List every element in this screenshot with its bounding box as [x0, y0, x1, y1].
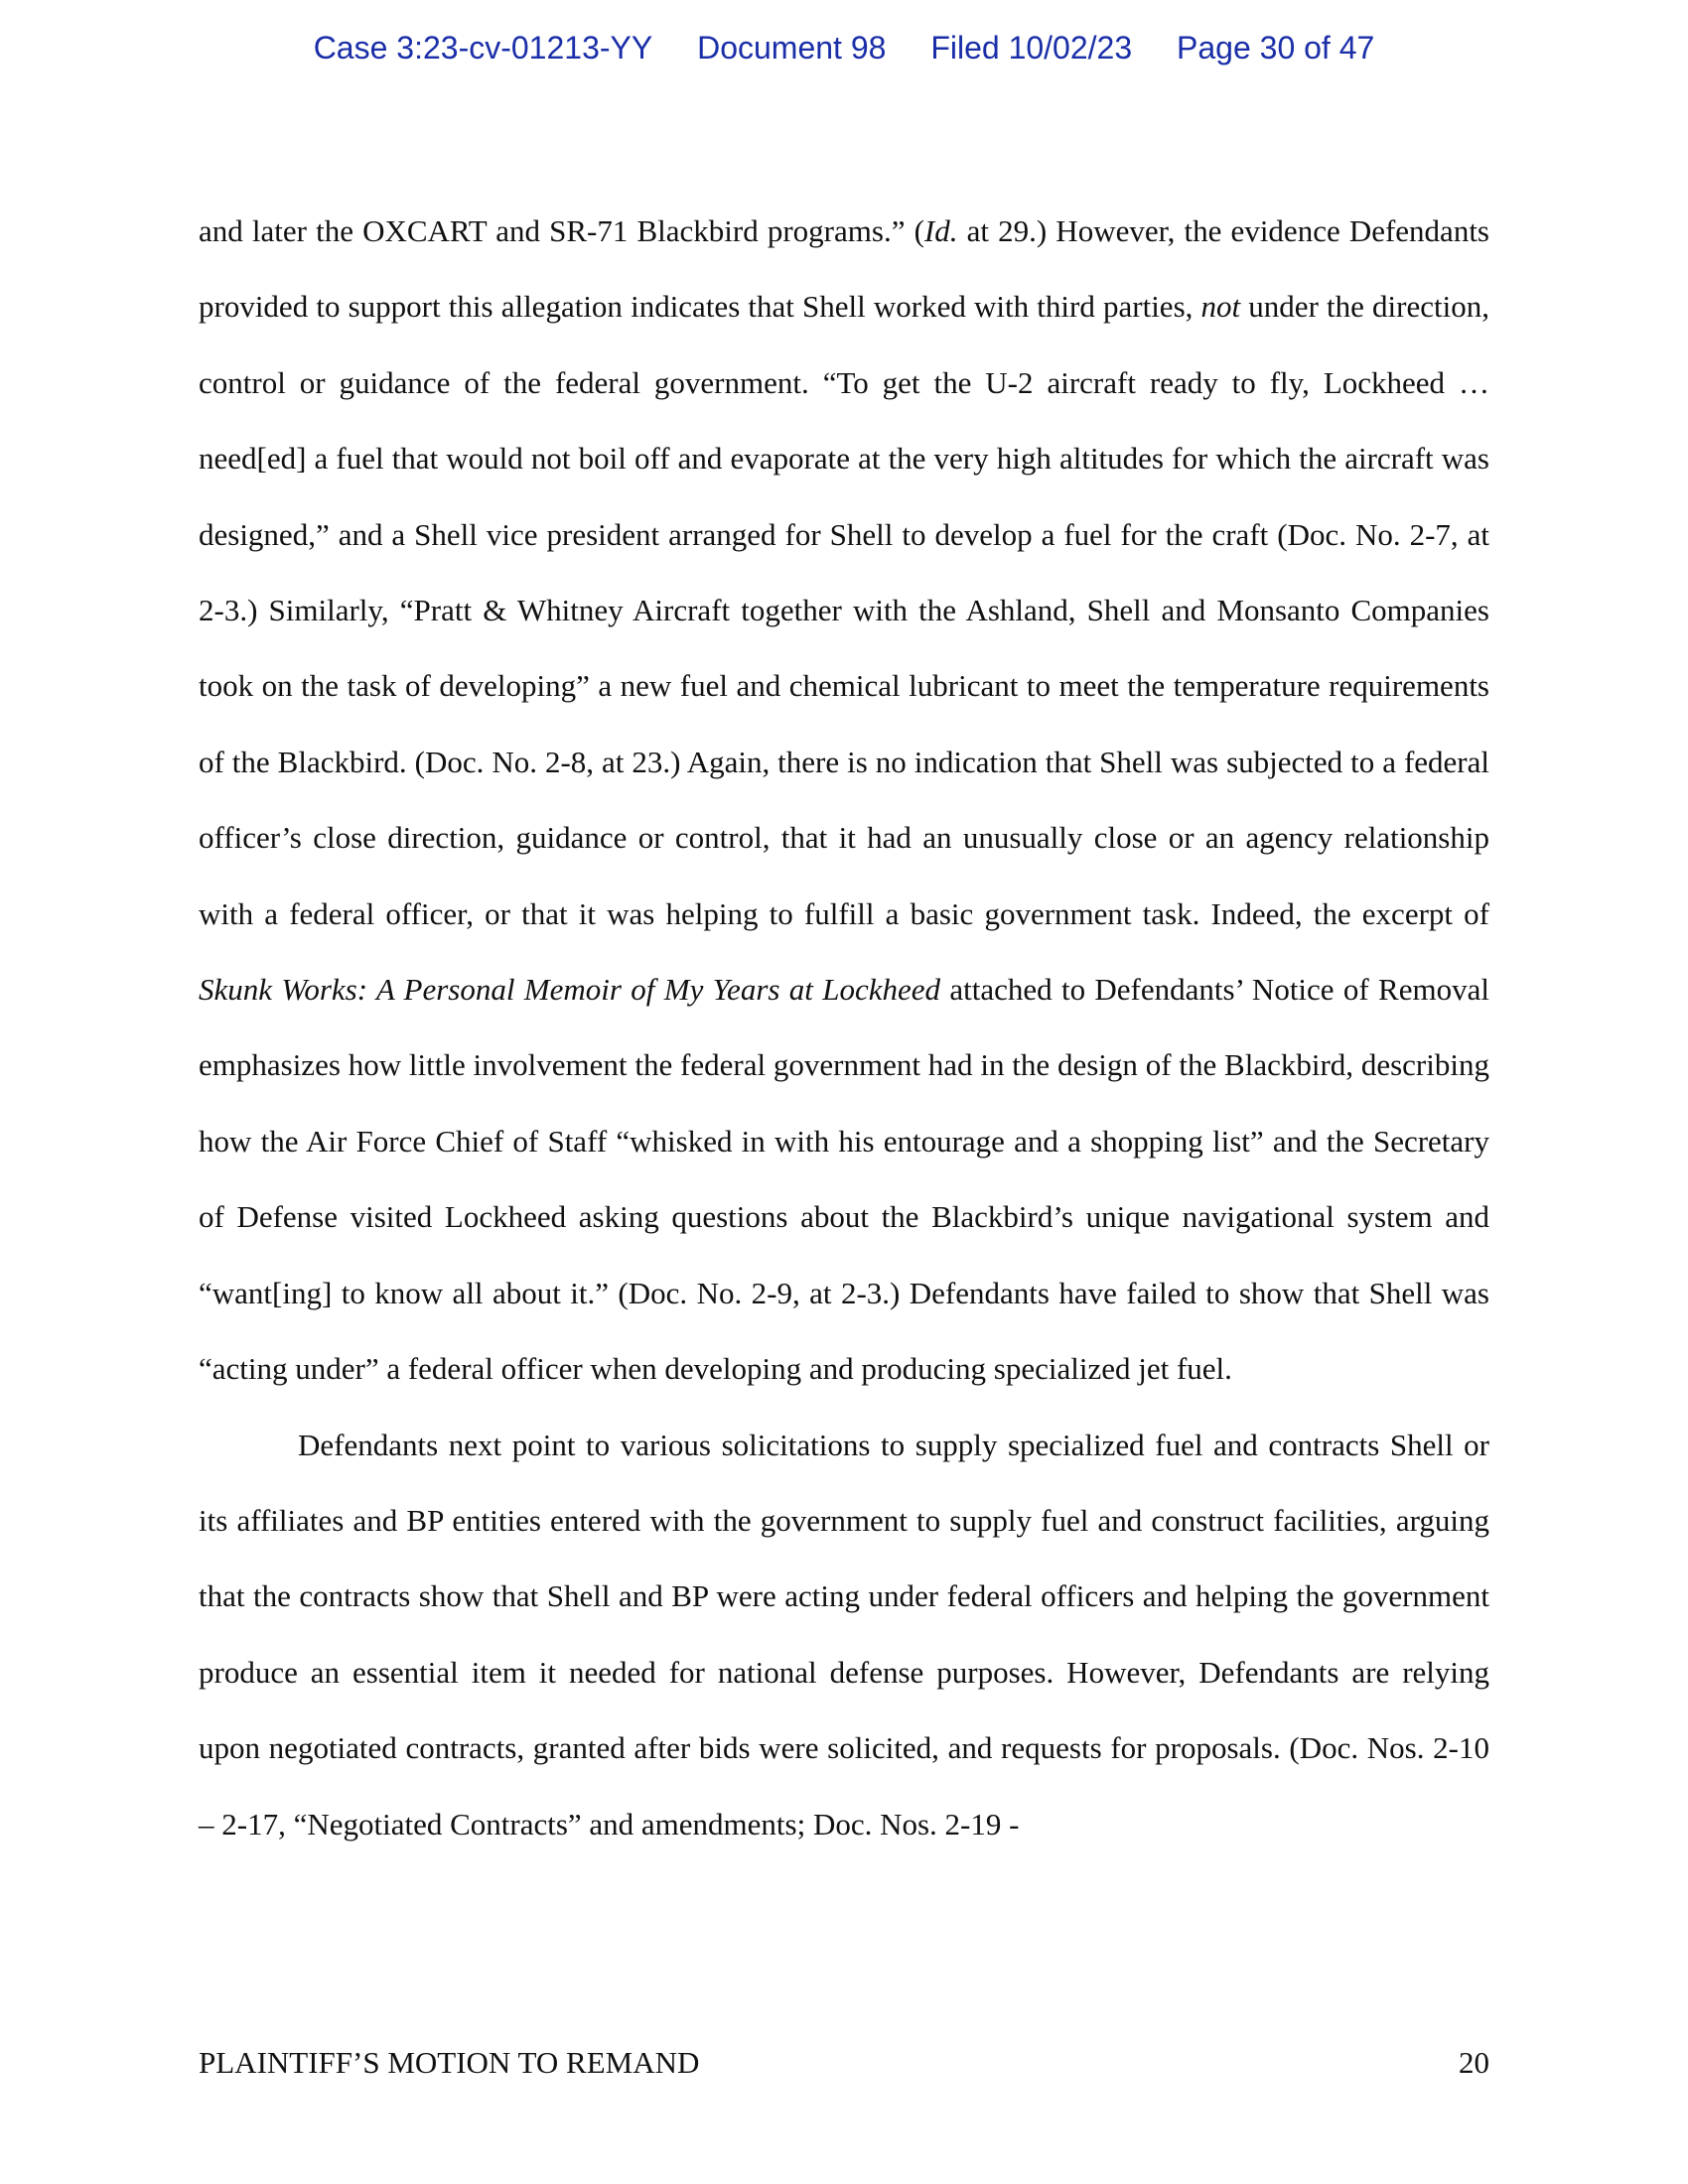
footer-title: PLAINTIFF’S MOTION TO REMAND	[199, 2045, 700, 2080]
case-number: Case 3:23-cv-01213-YY	[313, 30, 653, 66]
text-run: at 29.) However, the evidence Defendants provided to support this allegation indicates that Shell worked with third parties,	[199, 213, 1489, 325]
document-number: Document 98	[697, 30, 887, 66]
citation-italic: Id.	[923, 213, 958, 248]
text-run: under the direction, control or guidance of the federal government. “To get the U-2 aircraft ready to fly, Lockheed … need[ed] a fuel that would not boil off and evaporate at the very high altitudes for which the aircraft was designed,” and a Shell vice president arranged for Shell to develop a fuel for the craft (Doc. No. 2-7, at 2-3.) Similarly, “Pratt & Whitney Aircraft together with the Ashland, Shell and Monsanto Companies took on the task of developing” a new fuel and chemical lubricant to meet the temperature requirements of the Blackbird. (Doc. No. 2-8, at 23.) Again, there is no indication that Shell was subjected to a federal officer’s close direction, guidance or control, that it had an unusually close or an agency relationship with a federal officer, or that it was helping to fulfill a basic government task. Indeed, the excerpt of	[199, 289, 1489, 931]
page-count: Page 30 of 47	[1177, 30, 1375, 66]
filed-date: Filed 10/02/23	[930, 30, 1133, 66]
text-run: and later the OXCART and SR-71 Blackbird programs.” (	[199, 213, 924, 248]
text-run: attached to Defendants’ Notice of Removal emphasizes how little involvement the federal government had in the design of the Blackbird, describing how the Air Force Chief of Staff “whisked in with his entourage and a shopping list” and the Secretary of Defense visited Lockheed asking questions about the Blackbird’s unique navigational system and “want[ing] to know all about it.” (Doc. No. 2-9, at 2-3.) Defendants have failed to show that Shell was “acting under” a federal officer when developing and producing specialized jet fuel.	[199, 972, 1489, 1387]
paragraph: Defendants next point to various solicitations to supply specialized fuel and contracts Shell or its affiliates and BP entities entered with the government to supply fuel and construct facilities, arguing that the contracts show that Shell and BP were acting under federal officers and helping the government produce an essential item it needed for national defense purposes. However, Defendants are relying upon negotiated contracts, granted after bids were solicited, and requests for proposals. (Doc. Nos. 2-10 – 2-17, “Negotiated Contracts” and amendments; Doc. Nos. 2-19 -	[199, 1427, 1489, 1842]
footer-page-number: 20	[1459, 2045, 1489, 2080]
ecf-header	[0, 30, 1688, 67]
book-title-italic: Skunk Works: A Personal Memoir of My Years at Lockheed	[199, 972, 941, 1008]
emphasis-italic: not	[1200, 289, 1241, 325]
document-body	[199, 194, 1489, 1862]
paragraph	[199, 194, 1489, 1408]
